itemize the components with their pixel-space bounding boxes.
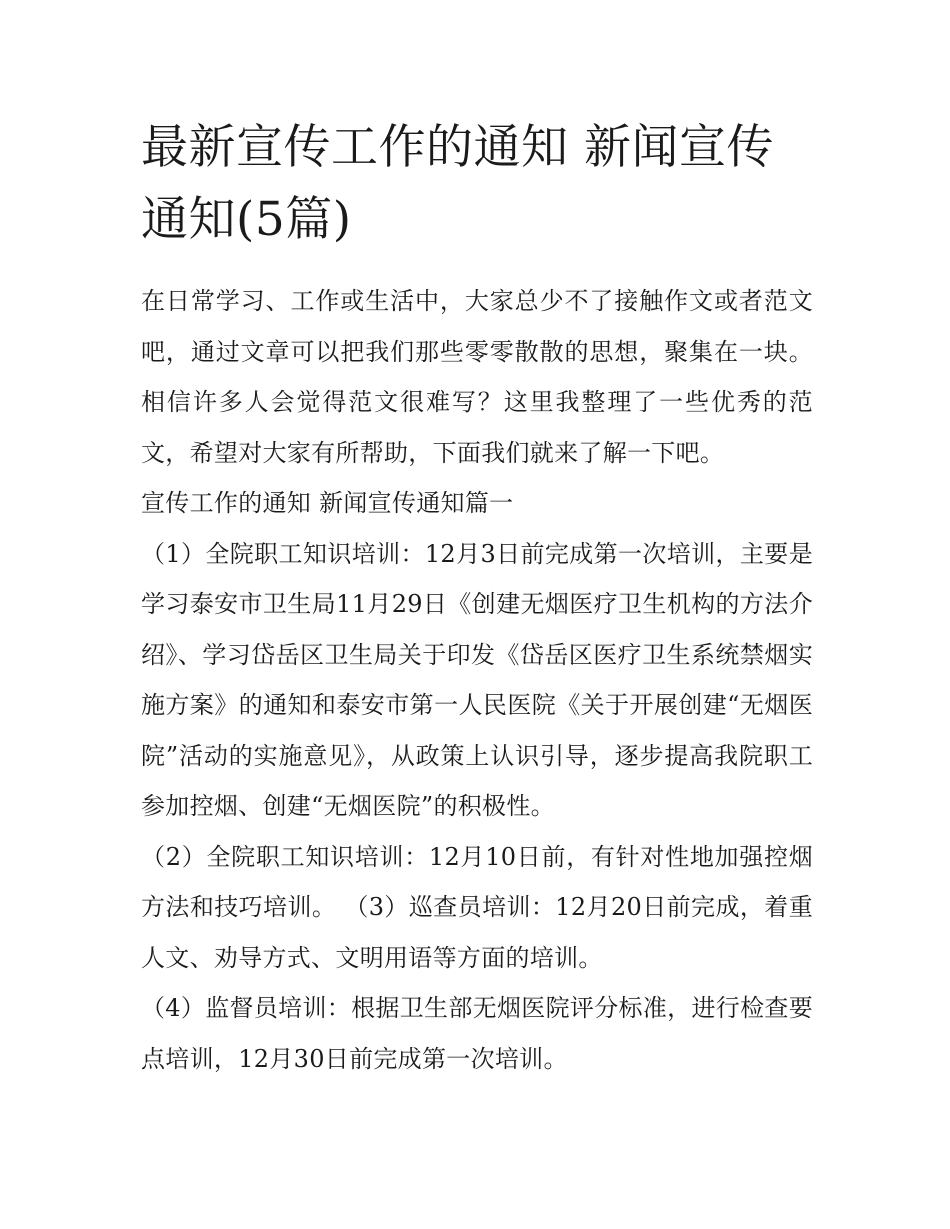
intro-paragraph: 在日常学习、工作或生活中，大家总少不了接触作文或者范文吧，通过文章可以把我们那些零零散散的思想，聚集在一块。相信许多人会觉得范文很难写？这里我整理了一些优秀的范文，希望对大家有所帮助，下面我们就来了解一下吧。 [141, 287, 813, 467]
section-heading: 宣传工作的通知 新闻宣传通知篇一 [141, 489, 514, 517]
list-item-1: （1）全院职工知识培训：12月3日前完成第一次培训，主要是学习泰安市卫生局11月29日《创建无烟医疗卫生机构的方法介绍》、学习岱岳区卫生局关于印发《岱岳区医疗卫生系统禁烟实施方案》的通知和泰安市第一人民医院《关于开展创建“无烟医院”活动的实施意见》，从政策上认识引导，逐步提高我院职工参加控烟、创建“无烟医院”的积极性。 [141, 539, 813, 820]
document-title: 最新宣传工作的通知 新闻宣传通知(5篇) [141, 120, 774, 247]
document-page [141, 112, 813, 1084]
list-item-3: （4）监督员培训：根据卫生部无烟医院评分标准，进行检查要点培训，12月30日前完成第一次培训。 [141, 994, 813, 1073]
list-item-2: （2）全院职工知识培训：12月10日前，有针对性地加强控烟方法和技巧培训。 （3）巡查员培训：12月20日前完成，着重人文、劝导方式、文明用语等方面的培训。 [141, 842, 813, 972]
